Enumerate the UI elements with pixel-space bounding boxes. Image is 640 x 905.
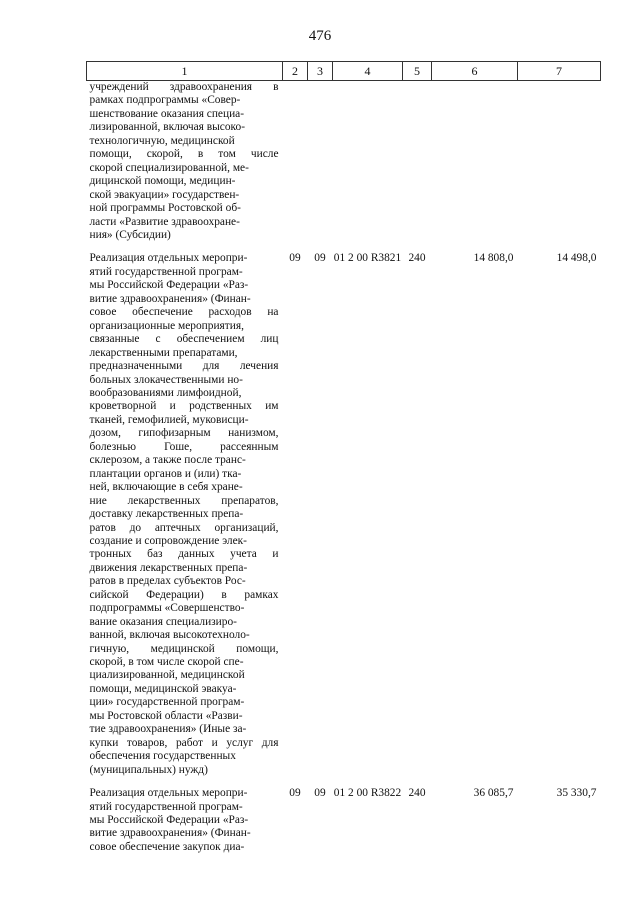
row-name-line: технологичную, медицинской [89, 134, 235, 147]
row-target-article: 01 2 00 R3822 [333, 787, 402, 800]
row-expense-type [403, 81, 432, 253]
row-name-line: тие здравоохранения» (Иные за- [89, 723, 247, 736]
row-target-article [333, 81, 403, 253]
row-name-line: мы Российской Федерации «Раз- [89, 279, 249, 292]
row-name-line: склерозом, а также после транс- [89, 454, 246, 467]
row-name-line: ратов в пределах субъектов Рос- [89, 575, 246, 588]
row-name-line: купки товаров, работ и услуг для [89, 736, 279, 749]
table-body [87, 81, 601, 865]
row-name-line: лекарственными препаратами, [89, 346, 238, 359]
row-name-line: вообразованиями лимфоидной, [89, 386, 242, 399]
row-name-line: Реализация отдельных меропри- [89, 787, 248, 800]
header-col-5: 5 [403, 62, 432, 81]
page-number: 476 [308, 28, 332, 44]
row-name-line: витие здравоохранения» (Финан- [89, 827, 251, 840]
row-name-line: доставку лекарственных препа- [89, 508, 244, 521]
row-name-line: ной программы Ростовской об- [89, 202, 241, 215]
row-name-line: гичную, медицинской помощи, [89, 642, 279, 655]
row-name-cell [87, 787, 283, 864]
row-name-line: организационные мероприятия, [89, 319, 244, 332]
row-name-line: витие здравоохранения» (Финан- [89, 292, 251, 305]
row-name-line: ней, включающие в себя хране- [89, 481, 243, 494]
row-name-line: дозом, гипофизарным нанизмом, [89, 427, 279, 440]
row-name-line: ратов до аптечных организаций, [89, 521, 279, 534]
row-name-line: помощи, медицинской эвакуа- [89, 682, 237, 695]
row-name-line: кроветворной и родственных им [89, 400, 279, 413]
row-subsection-code [308, 81, 333, 253]
row-name-line: учреждений здравоохранения в [89, 81, 279, 93]
row-target-article: 01 2 00 R3821 [333, 252, 402, 265]
row-name-line: совое обеспечение расходов на [89, 306, 279, 319]
row-name-line: ской эвакуации» государствен- [89, 188, 240, 201]
row-name-line: ятий государственной програм- [89, 800, 243, 813]
row-subsection-code: 09 [314, 787, 326, 800]
row-name-cell [87, 252, 283, 787]
row-name-line: плантации органов и (или) тка- [89, 467, 242, 480]
row-section-code [283, 81, 308, 253]
budget-table [86, 61, 601, 864]
table-header-row [87, 62, 601, 81]
header-col-6: 6 [432, 62, 518, 81]
row-name-line: ванной, включая высокотехноло- [89, 629, 250, 642]
header-col-1: 1 [87, 62, 283, 81]
row-name-line: болезнью Гоше, рассеянным [89, 440, 279, 453]
table-row [87, 252, 601, 787]
row-name-line: шенствование оказания специа- [89, 107, 245, 120]
header-col-7: 7 [518, 62, 601, 81]
row-amount-1: 36 085,7 [473, 787, 514, 800]
row-name-line: скорой, в том числе скорой спе- [89, 656, 244, 669]
row-name-line: ции» государственной програм- [89, 696, 245, 709]
row-name-line: тканей, гемофилией, муковисци- [89, 413, 249, 426]
row-amount-1: 14 808,0 [473, 252, 514, 265]
row-name-line: дицинской помощи, медицин- [89, 175, 236, 188]
header-col-3: 3 [308, 62, 333, 81]
row-name-line: ния» (Субсидии) [89, 228, 171, 241]
row-name-line: мы Российской Федерации «Раз- [89, 814, 249, 827]
row-section-code: 09 [289, 787, 301, 800]
row-subsection-code: 09 [314, 252, 326, 265]
row-amount-2: 14 498,0 [556, 252, 597, 265]
row-expense-type: 240 [408, 252, 426, 265]
row-name-line: вание оказания специализиро- [89, 615, 237, 628]
row-amount-1 [432, 81, 518, 253]
row-name-line: движения лекарственных препа- [89, 561, 248, 574]
header-col-4: 4 [333, 62, 403, 81]
row-name-line: мы Ростовской области «Разви- [89, 709, 243, 722]
row-amount-2 [518, 81, 601, 253]
row-name-line: скорой специализированной, ме- [89, 161, 249, 174]
row-name-line: лизированной, включая высоко- [89, 121, 245, 134]
row-section-code: 09 [289, 252, 301, 265]
row-name-line: ние лекарственных препаратов, [89, 494, 279, 507]
row-name-line: обеспечения государственных [89, 750, 236, 763]
table-row [87, 787, 601, 864]
row-name-line: рамках подпрограммы «Совер- [89, 94, 241, 107]
row-name-line: ласти «Развитие здравоохране- [89, 215, 240, 228]
row-name-line: предназначенными для лечения [89, 360, 279, 373]
row-expense-type: 240 [408, 787, 426, 800]
row-name-line: ятий государственной програм- [89, 265, 243, 278]
row-amount-2: 35 330,7 [556, 787, 597, 800]
row-name-line: помощи, скорой, в том числе [89, 148, 279, 161]
header-col-2: 2 [283, 62, 308, 81]
row-name-cell [87, 81, 283, 253]
row-name-line: создание и сопровождение элек- [89, 534, 247, 547]
table-row [87, 81, 601, 253]
row-name-line: (муниципальных) нужд) [89, 763, 208, 776]
row-name-line: циализированной, медицинской [89, 669, 245, 682]
row-name-line: связанные с обеспечением лиц [89, 333, 279, 346]
row-name-line: совое обеспечение закупок диа- [89, 840, 245, 853]
row-name-line: тронных баз данных учета и [89, 548, 279, 561]
row-name-line: подпрограммы «Совершенство- [89, 602, 245, 615]
row-name-line: Реализация отдельных меропри- [89, 252, 248, 265]
row-name-line: сийской Федерации) в рамках [89, 588, 279, 601]
row-name-line: больных злокачественными но- [89, 373, 243, 386]
